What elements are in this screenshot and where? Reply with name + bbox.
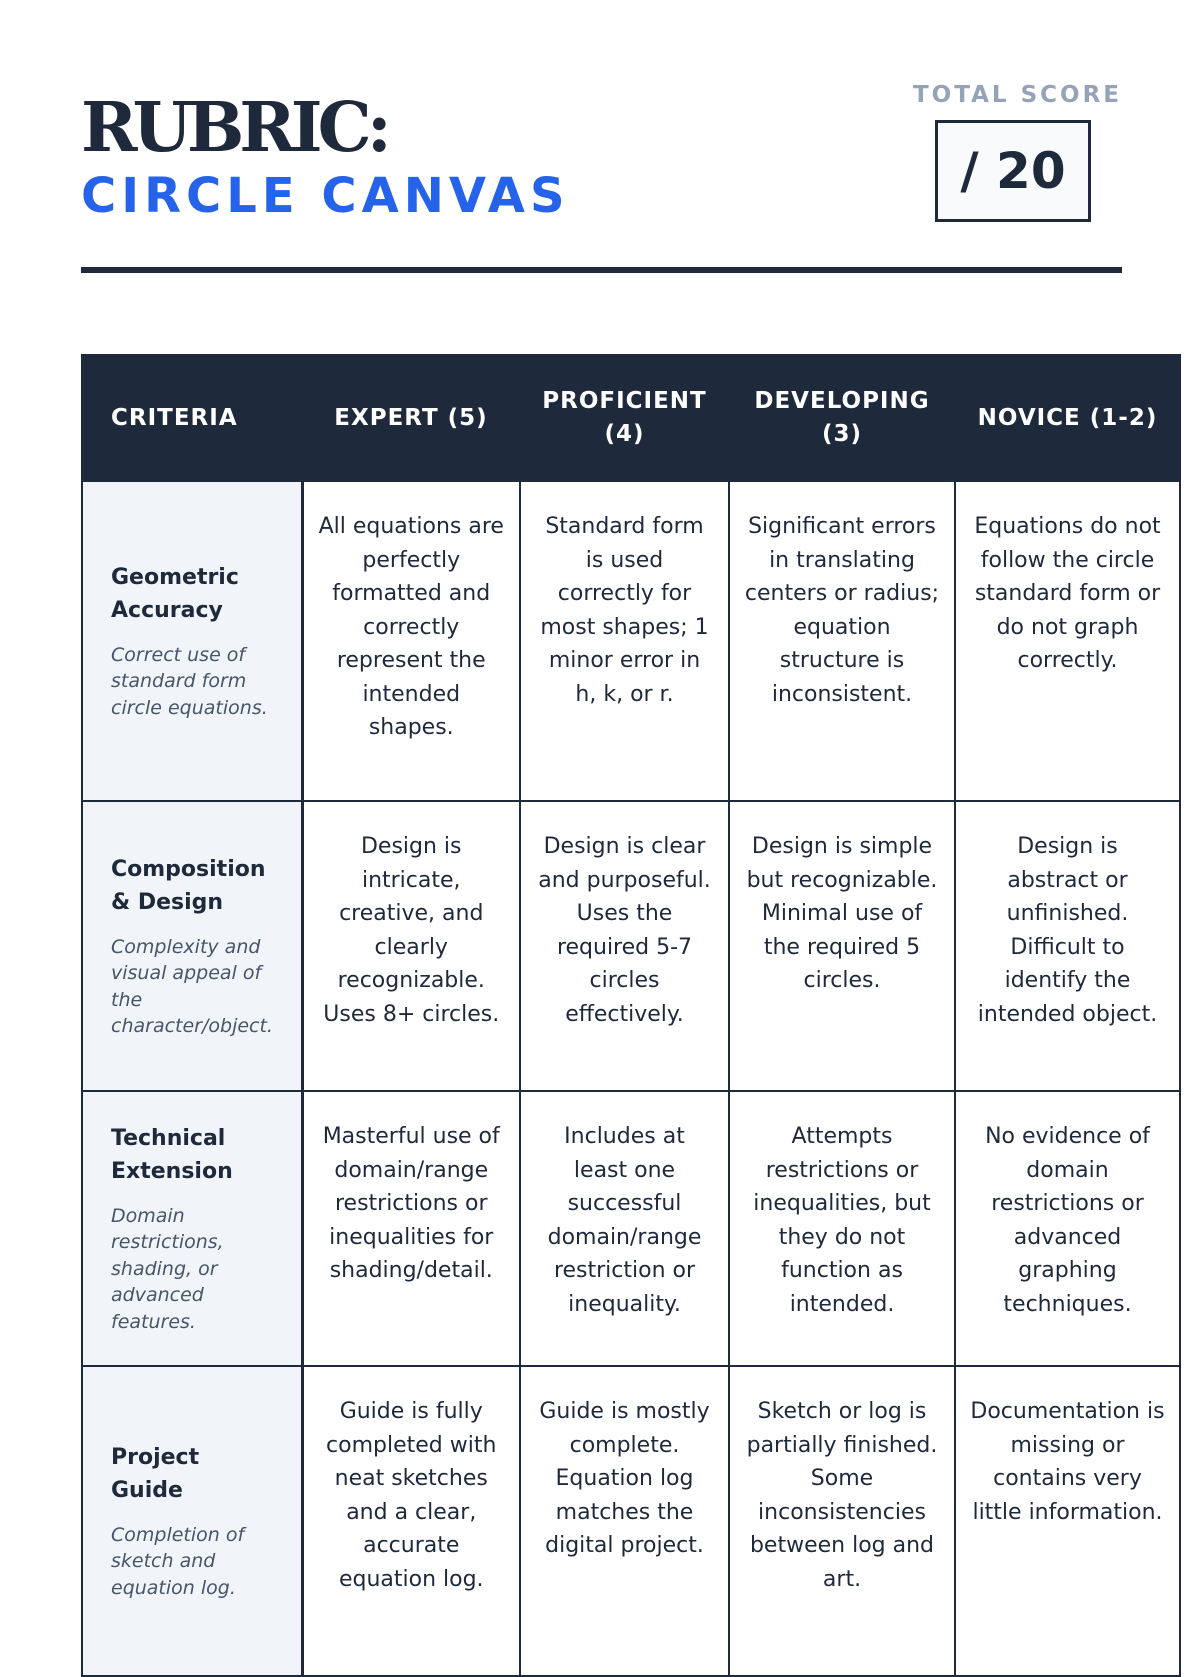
criteria-description: Domain restrictions, shading, or advanced features.	[111, 1204, 224, 1333]
criteria-description: Complexity and visual appeal of the character/object.	[111, 935, 273, 1037]
criteria-description: Correct use of standard form circle equations.	[111, 643, 268, 719]
criteria-name: Composition & Design	[111, 856, 266, 915]
criteria-name: Geometric Accuracy	[111, 564, 239, 624]
proficient-cell: Guide is mostly complete. Equation log matches the digital project.	[520, 1366, 729, 1676]
novice-cell: No evidence of domain restrictions or advanced graphing techniques.	[955, 1091, 1180, 1366]
expert-cell: Guide is fully completed with neat sketches and a clear, accurate equation log.	[302, 1366, 520, 1676]
rubric-header	[81, 60, 1122, 275]
table-row	[82, 801, 1180, 1091]
expert-cell: All equations are perfectly formatted and correctly represent the intended shapes.	[302, 481, 520, 801]
proficient-cell: Includes at least one successful domain/range restriction or inequality.	[520, 1091, 729, 1366]
table-row	[82, 1091, 1180, 1366]
novice-cell: Design is abstract or unfinished. Difficult to identify the intended object.	[955, 801, 1180, 1091]
criteria-cell	[82, 801, 302, 1091]
developing-cell: Sketch or log is partially finished. Some inconsistencies between log and art.	[729, 1366, 955, 1676]
header-row	[82, 355, 1180, 481]
expert-cell: Design is intricate, creative, and clearly recognizable. Uses 8+ circles.	[302, 801, 520, 1091]
developing-cell: Significant errors in translating centers or radius; equation structure is inconsistent.	[729, 481, 955, 801]
page-title: RUBRIC:	[81, 88, 387, 168]
criteria-name: Project Guide	[111, 1444, 200, 1504]
column-header-novice: NOVICE (1-2)	[955, 355, 1180, 481]
header-divider	[81, 267, 1122, 273]
proficient-cell: Standard form is used correctly for most shapes; 1 minor error in h, k, or r.	[520, 481, 729, 801]
criteria-description: Completion of sketch and equation log.	[111, 1523, 245, 1599]
total-score-box: / 20	[935, 120, 1091, 222]
criteria-name: Technical Extension	[111, 1125, 233, 1185]
total-score-label: TOTAL SCORE	[912, 82, 1122, 108]
criteria-cell	[82, 481, 302, 801]
table-row	[82, 481, 1180, 801]
column-header-criteria: CRITERIA	[82, 355, 302, 481]
column-header-developing: DEVELOPING (3)	[729, 355, 955, 481]
novice-cell: Equations do not follow the circle standard form or do not graph correctly.	[955, 481, 1180, 801]
developing-cell: Design is simple but recognizable. Minimal use of the required 5 circles.	[729, 801, 955, 1091]
expert-cell: Masterful use of domain/range restrictions or inequalities for shading/detail.	[302, 1091, 520, 1366]
proficient-cell: Design is clear and purposeful. Uses the required 5-7 circles effectively.	[520, 801, 729, 1091]
novice-cell: Documentation is missing or contains very little information.	[955, 1366, 1180, 1676]
criteria-cell	[82, 1091, 302, 1366]
rubric-table	[81, 354, 1181, 1677]
column-header-expert: EXPERT (5)	[302, 355, 520, 481]
developing-cell: Attempts restrictions or inequalities, but they do not function as intended.	[729, 1091, 955, 1366]
column-header-proficient: PROFICIENT (4)	[520, 355, 729, 481]
table-row	[82, 1366, 1180, 1676]
page-subtitle: CIRCLE CANVAS	[81, 168, 570, 224]
criteria-cell	[82, 1366, 302, 1676]
